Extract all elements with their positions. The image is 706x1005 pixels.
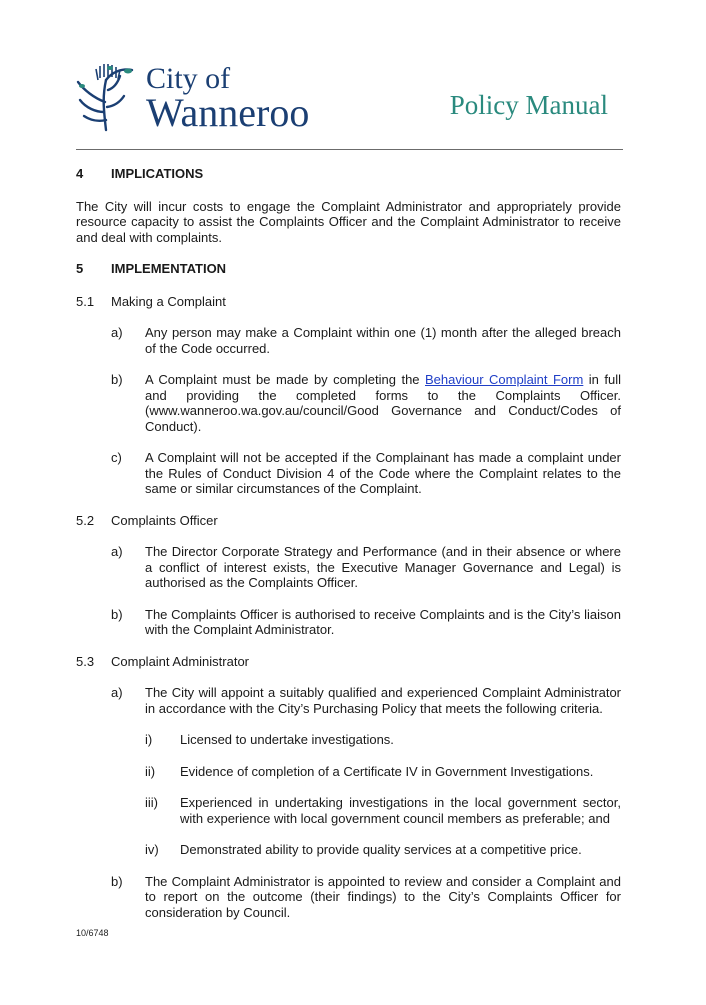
criteria-text: Demonstrated ability to provide quality services at a competitive price. <box>180 842 582 857</box>
subsection-title: Making a Complaint <box>111 293 226 309</box>
item-label: a) <box>111 544 123 559</box>
item-text <box>145 372 621 434</box>
criteria-item <box>145 732 621 748</box>
criteria-label: iv) <box>145 842 159 857</box>
item-text: The City will appoint a suitably qualified and experienced Complaint Administrator in accordance with the City’s Purchasing Policy that meets the following criteria. <box>145 685 621 716</box>
list-item <box>111 544 621 591</box>
city-of-wanneroo-logo <box>76 62 326 134</box>
subsection-5-2-heading <box>76 513 621 529</box>
item-text: A Complaint will not be accepted if the Complainant has made a complaint under the Rules of Conduct Division 4 of the Code where the Complaint relates to the same or similar circumstances of the Complaint. <box>145 450 621 496</box>
item-text-after-link: in full and providing the completed forms to the Complaints Officer. (www.wanneroo.wa.gov.au/council/Good Governance and Conduct/Codes of Conduct). <box>145 372 621 434</box>
item-label: c) <box>111 450 122 465</box>
list-item <box>111 685 621 716</box>
subsection-title: Complaint Administrator <box>111 653 249 669</box>
criteria-item <box>145 795 621 826</box>
subsection-number: 5.2 <box>76 512 95 528</box>
item-text: The Complaints Officer is authorised to receive Complaints and is the City’s liaison with the Complaint Administrator. <box>145 606 621 637</box>
list-item <box>111 450 621 497</box>
criteria-label: ii) <box>145 763 156 779</box>
header-divider <box>76 149 623 150</box>
item-text: The Complaint Administrator is appointed to review and consider a Complaint and to report on the outcome (their findings) to the City’s Complaints Officer for consideration by Council. <box>145 873 621 920</box>
logo-text-city-of: City of <box>146 62 231 95</box>
subsection-5-1-heading <box>76 294 621 310</box>
section-title: IMPLEMENTATION <box>111 261 227 276</box>
list-item <box>111 607 621 638</box>
item-label: b) <box>111 873 123 889</box>
behaviour-complaint-form-link[interactable]: Behaviour Complaint Form <box>425 372 584 387</box>
subsection-number: 5.1 <box>76 293 95 309</box>
criteria-item <box>145 842 621 858</box>
list-item <box>111 874 621 921</box>
section-title: IMPLICATIONS <box>111 166 204 181</box>
item-text: The Director Corporate Strategy and Performance (and in their absence or where a conflict of interest exists, the Executive Manager Governance and Legal) is authorised as the Complaints Officer. <box>145 544 621 590</box>
criteria-text: Evidence of completion of a Certificate IV in Government Investigations. <box>180 763 594 779</box>
subsection-5-3-heading <box>76 654 621 670</box>
criteria-item <box>145 764 621 780</box>
criteria-label: iii) <box>145 795 158 810</box>
item-label: a) <box>111 685 123 700</box>
section-number: 5 <box>76 261 84 276</box>
section-4-heading <box>76 166 621 182</box>
item-label: b) <box>111 372 123 387</box>
section-4-paragraph: The City will incur costs to engage the Complaint Administrator and appropriately provide resource capacity to assist the Complaints Officer and the Complaint Administrator to receive and deal with complaints. <box>76 198 621 245</box>
list-item <box>111 372 621 434</box>
criteria-label: i) <box>145 732 153 747</box>
subsection-number: 5.3 <box>76 653 95 669</box>
item-label: a) <box>111 325 123 340</box>
document-reference: 10/6748 <box>76 928 109 938</box>
list-item <box>111 325 621 356</box>
item-label: b) <box>111 606 123 622</box>
manual-title: Policy Manual <box>449 90 608 120</box>
item-text: Any person may make a Complaint within one (1) month after the alleged breach of the Code occurred. <box>145 325 621 356</box>
section-5-heading <box>76 261 621 277</box>
criteria-text: Experienced in undertaking investigations in the local government sector, with experience with local government council members as preferable; and <box>180 795 621 826</box>
document-body <box>76 166 621 936</box>
criteria-text: Licensed to undertake investigations. <box>180 732 394 747</box>
item-text-before-link: A Complaint must be made by completing the <box>145 372 425 387</box>
banksia-emblem-icon <box>76 62 144 132</box>
subsection-title: Complaints Officer <box>111 512 218 528</box>
section-number: 4 <box>76 166 84 181</box>
logo-text-wanneroo: Wanneroo <box>146 90 310 135</box>
